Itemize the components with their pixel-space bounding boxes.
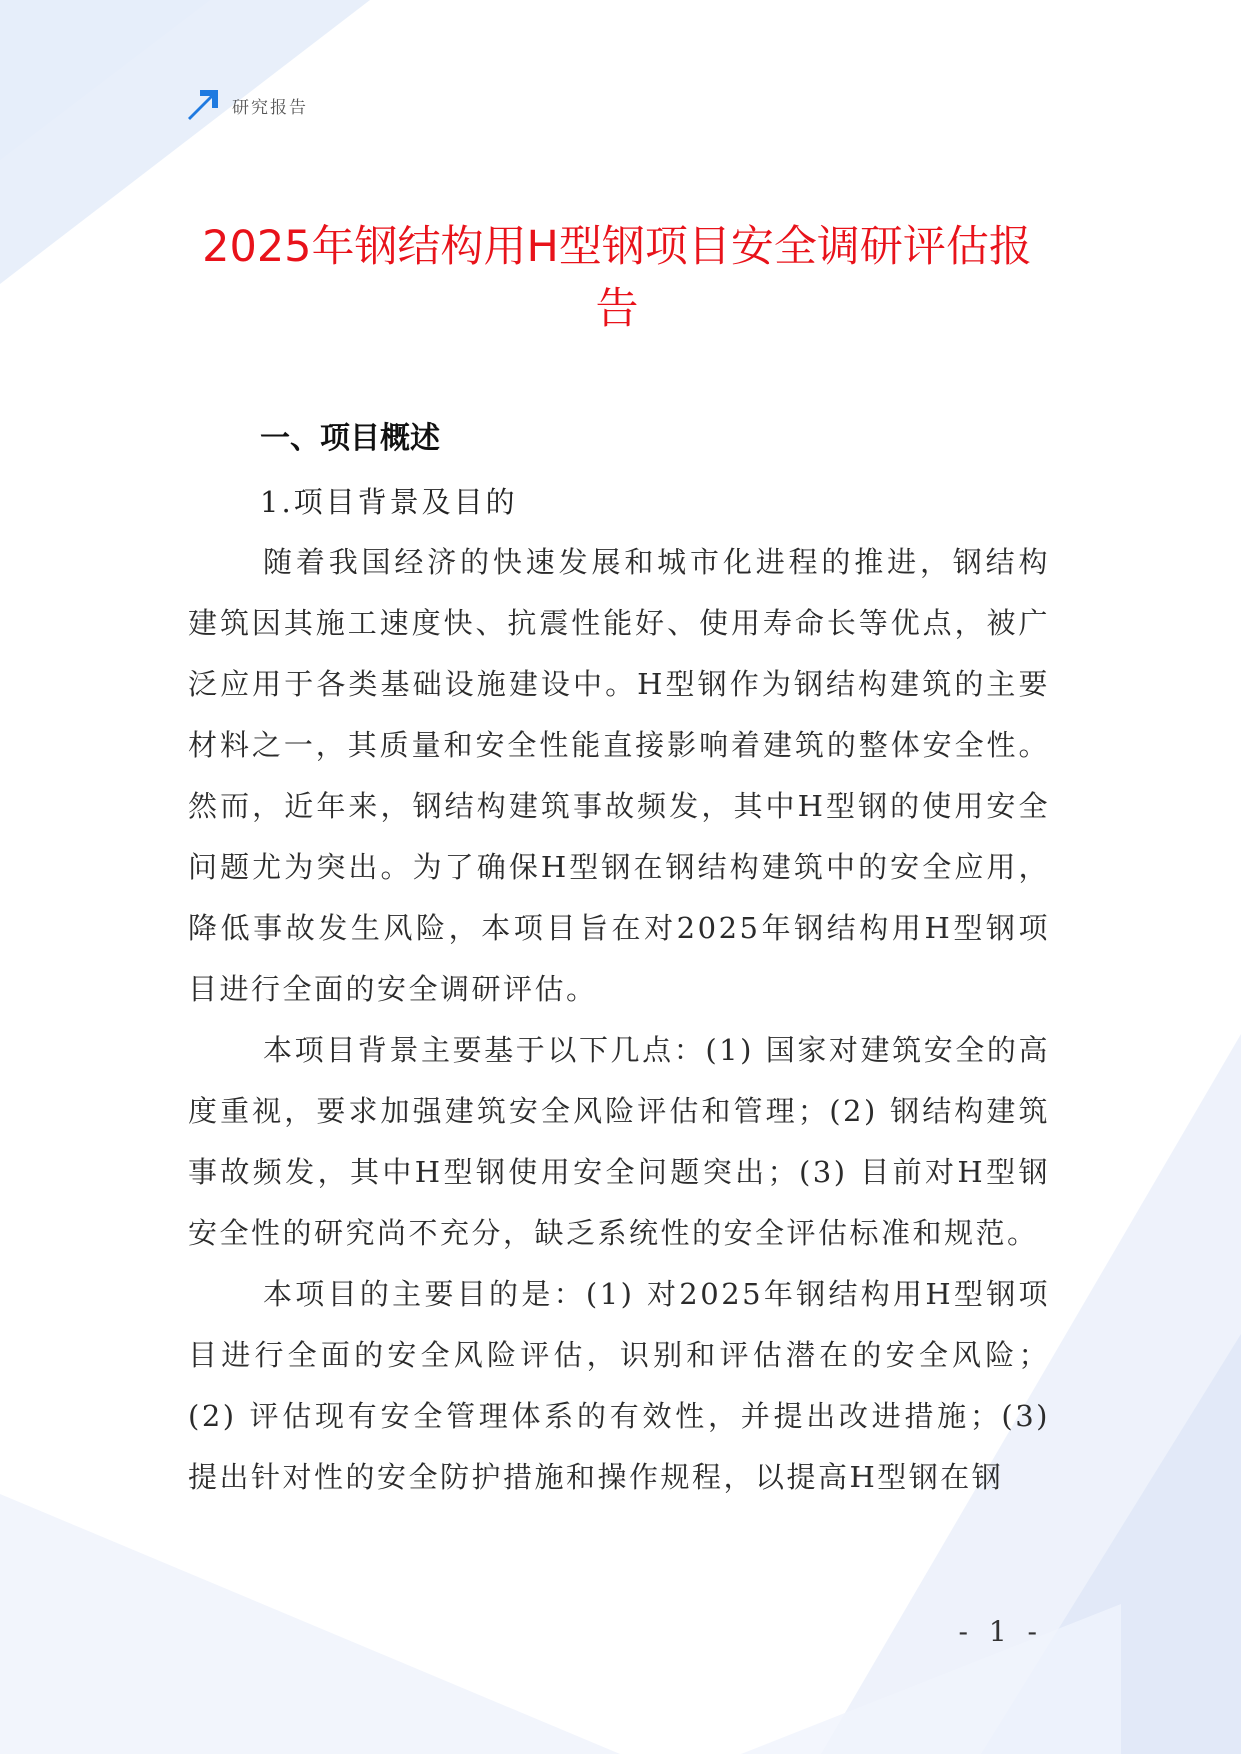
subsection-heading: 1.项目背景及目的 [260, 485, 518, 519]
body-paragraph: 本项目背景主要基于以下几点：(1) 国家对建筑安全的高度重视，要求加强建筑安全风险评估和管理；(2) 钢结构建筑事故频发，其中H型钢使用安全问题突出；(3) 目前对H型钢安全性的研究尚不充分，缺乏系统性的安全评估标准和规范。 [188, 1033, 1050, 1250]
document-header [186, 88, 308, 122]
page-number: - 1 - [958, 1615, 1043, 1648]
document-body [188, 412, 1050, 1508]
arrow-up-right-icon [186, 88, 220, 122]
section-heading: 一、项目概述 [260, 421, 440, 456]
body-paragraph: 本项目的主要目的是：(1) 对2025年钢结构用H型钢项目进行全面的安全风险评估，识别和评估潜在的安全风险；(2) 评估现有安全管理体系的有效性，并提出改进措施；(3) 提出针对性的安全防护措施和操作规程，以提高H型钢在钢 [188, 1277, 1050, 1494]
body-paragraph: 随着我国经济的快速发展和城市化进程的推进，钢结构建筑因其施工速度快、抗震性能好、使用寿命长等优点，被广泛应用于各类基础设施建设中。H型钢作为钢结构建筑的主要材料之一，其质量和安全性能直接影响着建筑的整体安全性。然而，近年来，钢结构建筑事故频发，其中H型钢的使用安全问题尤为突出。为了确保H型钢在钢结构建筑中的安全应用，降低事故发生风险，本项目旨在对2025年钢结构用H型钢项目进行全面的安全调研评估。 [188, 545, 1050, 1006]
document-title: 2025年钢结构用H型钢项目安全调研评估报告 [202, 222, 1032, 334]
header-label: 研究报告 [232, 97, 308, 118]
